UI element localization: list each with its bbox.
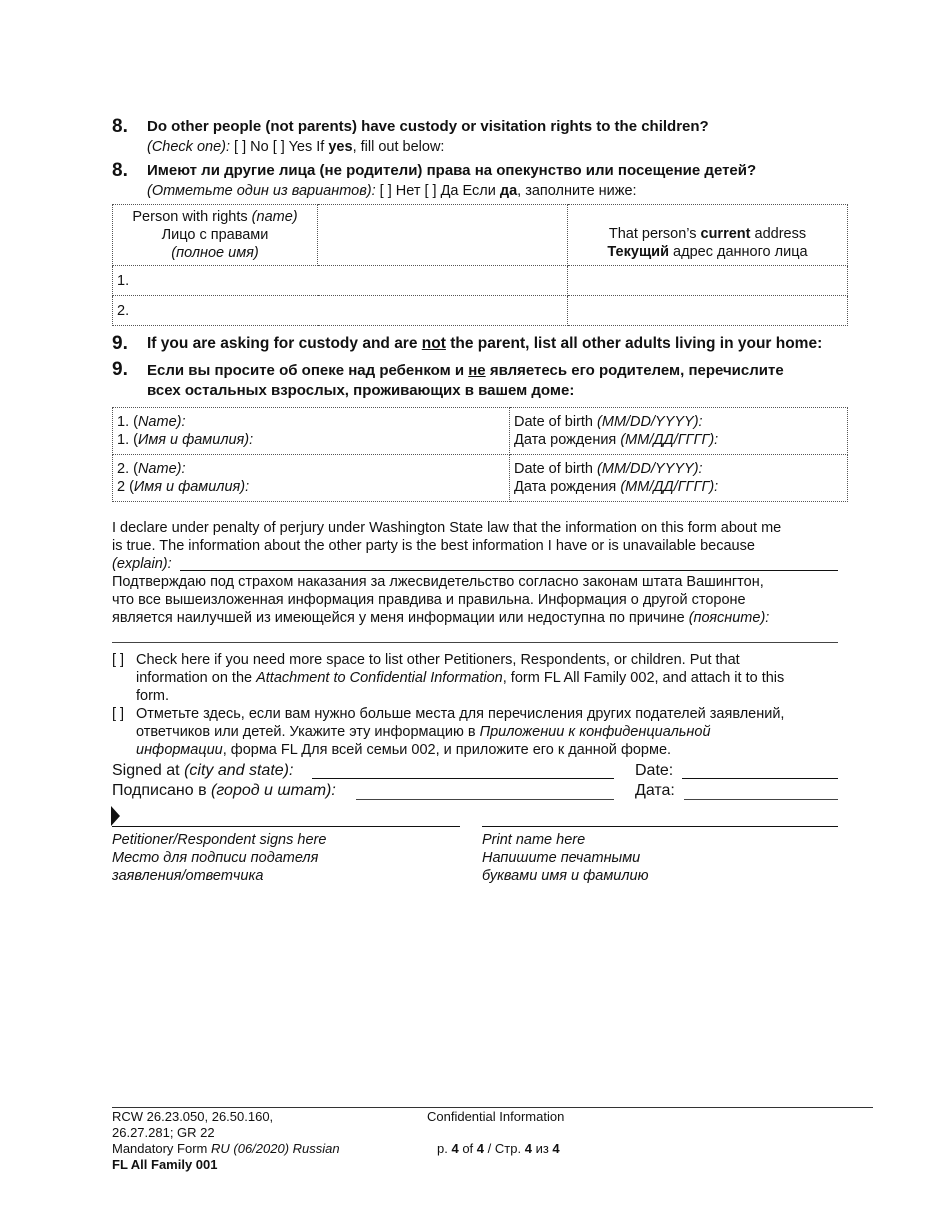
explain-line[interactable] [180, 570, 838, 571]
q9-en-question: If you are asking for custody and are not the parent, list all other adults living in your home: [147, 335, 823, 352]
signed-at-en: Signed at (city and state): [112, 762, 294, 779]
custody-header-blank [318, 205, 568, 266]
city-state-field[interactable] [312, 778, 614, 779]
checkbox-ru-text: Отметьте здесь, если вам нужно больше места для перечисления других подателей заявлений, ответчиков или детей. Укажите эту информацию в Приложении к конфиденциальной информации, форма FL Для всей семьи 002, и приложите его к данной форме. [136, 706, 785, 758]
custody-header-person: Person with rights (name) Лицо с правами (полное имя) [113, 205, 318, 266]
checkbox-en[interactable]: [ ] [112, 652, 125, 668]
custody-row-1[interactable]: 1. [113, 266, 568, 296]
q8-en-question: Do other people (not parents) have custody or visitation rights to the children? [147, 118, 709, 135]
adults-table [112, 407, 848, 502]
q8-en-number: 8. [112, 116, 128, 137]
date-field[interactable] [682, 778, 838, 779]
explain-ru-line[interactable] [112, 642, 838, 643]
custody-header-address: That person’s current address Текущий адрес данного лица [568, 205, 848, 266]
q8-ru-options: (Отметьте один из вариантов): [ ] Нет [ ] Да Если да, заполните ниже: [147, 183, 637, 199]
date-ru-label: Дата: [635, 782, 675, 799]
q9-ru-number: 9. [112, 359, 128, 380]
footer-page: p. 4 of 4 / Стр. 4 из 4 [437, 1141, 560, 1156]
date-en-label: Date: [635, 762, 674, 779]
checkbox-ru[interactable]: [ ] [112, 706, 125, 722]
footer-confidential: Confidential Information [427, 1109, 565, 1124]
print-name-field[interactable] [482, 826, 838, 827]
adult-1-name[interactable]: 1. (Name): 1. (Имя и фамилия): [113, 408, 510, 455]
q8-ru-number: 8. [112, 160, 128, 181]
custody-table [112, 204, 848, 326]
footer-rule [112, 1107, 873, 1108]
signature-arrow-icon [111, 806, 121, 826]
q9-en-number: 9. [112, 333, 128, 354]
declaration-en: I declare under penalty of perjury under Washington State law that the information on this form about me is true. The information about the other party is the best information I have or is unavailable because (explain): [112, 520, 782, 572]
signature-field[interactable] [112, 826, 460, 827]
adult-2-name[interactable]: 2. (Name): 2 (Имя и фамилия): [113, 455, 510, 502]
checkbox-en-text: Check here if you need more space to list other Petitioners, Respondents, or children. Put that information on the Attachment to Confidential Information, form FL All Family 002, and attach it to this form. [136, 652, 785, 704]
print-name-label: Print name here Напишите печатными буквами имя и фамилию [482, 832, 649, 884]
city-state-ru-field[interactable] [356, 799, 614, 800]
date-ru-field[interactable] [684, 799, 838, 800]
custody-row-2[interactable]: 2. [113, 296, 568, 326]
q8-ru-question: Имеют ли другие лица (не родители) права на опекунство или посещение детей? [147, 162, 757, 179]
petitioner-sign-label: Petitioner/Respondent signs here Место для подписи подателя заявления/ответчика [112, 832, 327, 884]
footer-left: RCW 26.23.050, 26.50.160, 26.27.281; GR 22 Mandatory Form RU (06/2020) Russian FL All Family 001 [112, 1109, 340, 1172]
signed-at-ru: Подписано в (город и штат): [112, 782, 336, 799]
declaration-ru: Подтверждаю под страхом наказания за лжесвидетельство согласно законам штата Вашингтон, что все вышеизложенная информация правдива и правильна. Информация о другой стороне является наилучшей из имеющейся у меня информации или недоступна по причине (поясните): [112, 574, 770, 626]
q9-ru-question: Если вы просите об опеке над ребенком и не являетесь его родителем, перечислите всех остальных взрослых, проживающих в вашем доме: [147, 362, 784, 399]
q8-en-options: (Check one): [ ] No [ ] Yes If yes, fill out below: [147, 139, 445, 155]
custody-row-2-address[interactable] [568, 296, 848, 326]
custody-row-1-address[interactable] [568, 266, 848, 296]
adult-1-dob[interactable]: Date of birth (MM/DD/YYYY): Дата рождения (ММ/ДД/ГГГГ): [510, 408, 848, 455]
adult-2-dob[interactable]: Date of birth (MM/DD/YYYY): Дата рождения (ММ/ДД/ГГГГ): [510, 455, 848, 502]
